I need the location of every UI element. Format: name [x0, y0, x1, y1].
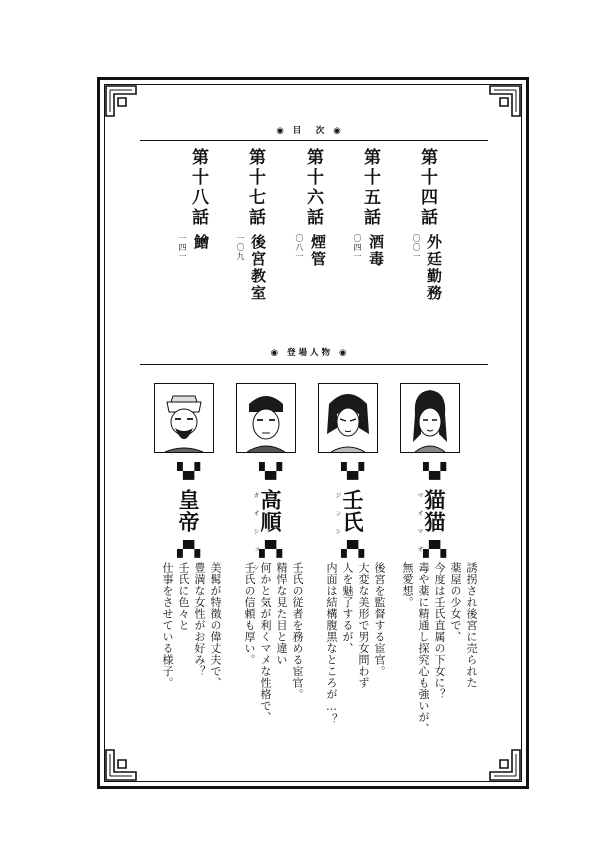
episode-number: 第十七話	[245, 148, 265, 228]
description-line: 豊満な女性がお好み？	[193, 562, 206, 677]
portrait-emperor	[154, 383, 214, 453]
character-name: 猫猫	[422, 489, 447, 533]
episode-title: 鱠	[192, 234, 210, 251]
bracket-icon: ▞▚	[177, 540, 201, 558]
character-portrait-icon	[319, 384, 377, 452]
bracket-icon: ▚▞	[423, 462, 447, 480]
episode-number: 第十八話	[188, 148, 208, 228]
episode-number: 第十四話	[417, 148, 437, 228]
character-portrait-icon	[155, 384, 213, 452]
description-line: 何かと気が利くマメな性格で、	[259, 562, 272, 723]
corner-ornament-icon	[488, 748, 522, 782]
bracket-icon: ▚▞	[177, 462, 201, 480]
bracket-icon: ▚▞	[341, 462, 365, 480]
episode-title: 外廷勤務	[425, 234, 443, 302]
character-portrait-icon	[401, 384, 459, 452]
episode-title: 煙管	[309, 234, 327, 268]
description-line: 大変な美形で男女問わず	[357, 562, 370, 689]
description-line: 仕事をさせている様子。	[161, 562, 174, 689]
description-line: 今度は壬氏直属の下女に？	[433, 562, 446, 700]
description-line: 後宮を監督する宦官。	[373, 562, 386, 677]
bullet-icon: ◉	[270, 348, 282, 358]
character-portrait-icon	[237, 384, 295, 452]
bullet-icon: ◉	[333, 126, 344, 136]
characters-heading: ◉ 登場人物 ◉	[270, 348, 350, 358]
description-line: 壬氏の従者を務める宦官。	[291, 562, 304, 700]
episode-page: 〇〇一	[412, 234, 421, 261]
description-line: 毒や薬に精通し探究心も強いが、	[417, 562, 430, 735]
toc-heading: ◉ 目 次 ◉	[276, 126, 344, 136]
episode-title: 酒毒	[367, 234, 385, 268]
portrait-maomao	[400, 383, 460, 453]
episode-page: 一〇九	[236, 234, 245, 261]
description-line: 誘拐され後宮に売られた	[465, 562, 478, 689]
character-name: 高順	[258, 489, 283, 533]
character-name: 皇帝	[176, 489, 201, 533]
corner-ornament-icon	[488, 84, 522, 118]
portrait-gaoshun	[236, 383, 296, 453]
bracket-icon: ▞▚	[259, 540, 283, 558]
description-line: 人を魅了するが、	[341, 562, 354, 654]
bullet-icon: ◉	[276, 126, 287, 136]
character-ruby: ジンシ	[334, 492, 341, 546]
character-name: 壬氏	[340, 489, 365, 533]
description-line: 内面は結構腹黒なところが…？	[325, 562, 338, 725]
episode-page: 〇四一	[353, 234, 362, 261]
characters-rule	[140, 364, 488, 365]
toc-rule	[140, 140, 488, 141]
description-line: 無愛想。	[401, 562, 414, 608]
corner-ornament-icon	[104, 84, 138, 118]
portrait-jinshi	[318, 383, 378, 453]
description-line: 美髯が特徴の偉丈夫で、	[209, 562, 222, 689]
episode-number: 第十六話	[303, 148, 323, 228]
bracket-icon: ▞▚	[341, 540, 365, 558]
bracket-icon: ▚▞	[259, 462, 283, 480]
bullet-icon: ◉	[338, 348, 350, 358]
episode-page: 〇八一	[295, 234, 304, 261]
corner-ornament-icon	[104, 748, 138, 782]
character-ruby: ガオシュン	[252, 492, 259, 582]
bracket-icon: ▞▚	[423, 540, 447, 558]
description-line: 壬氏の信頼も厚い。	[243, 562, 256, 666]
episode-number: 第十五話	[360, 148, 380, 228]
episode-title: 後宮教室	[249, 234, 267, 302]
description-line: 精悍な見た目と違い	[275, 562, 288, 666]
description-line: 薬屋の少女で、	[449, 562, 462, 643]
character-ruby: マオマオ	[416, 492, 423, 564]
description-line: 壬氏に色々と	[177, 562, 190, 631]
episode-page: 一四一	[178, 234, 187, 261]
